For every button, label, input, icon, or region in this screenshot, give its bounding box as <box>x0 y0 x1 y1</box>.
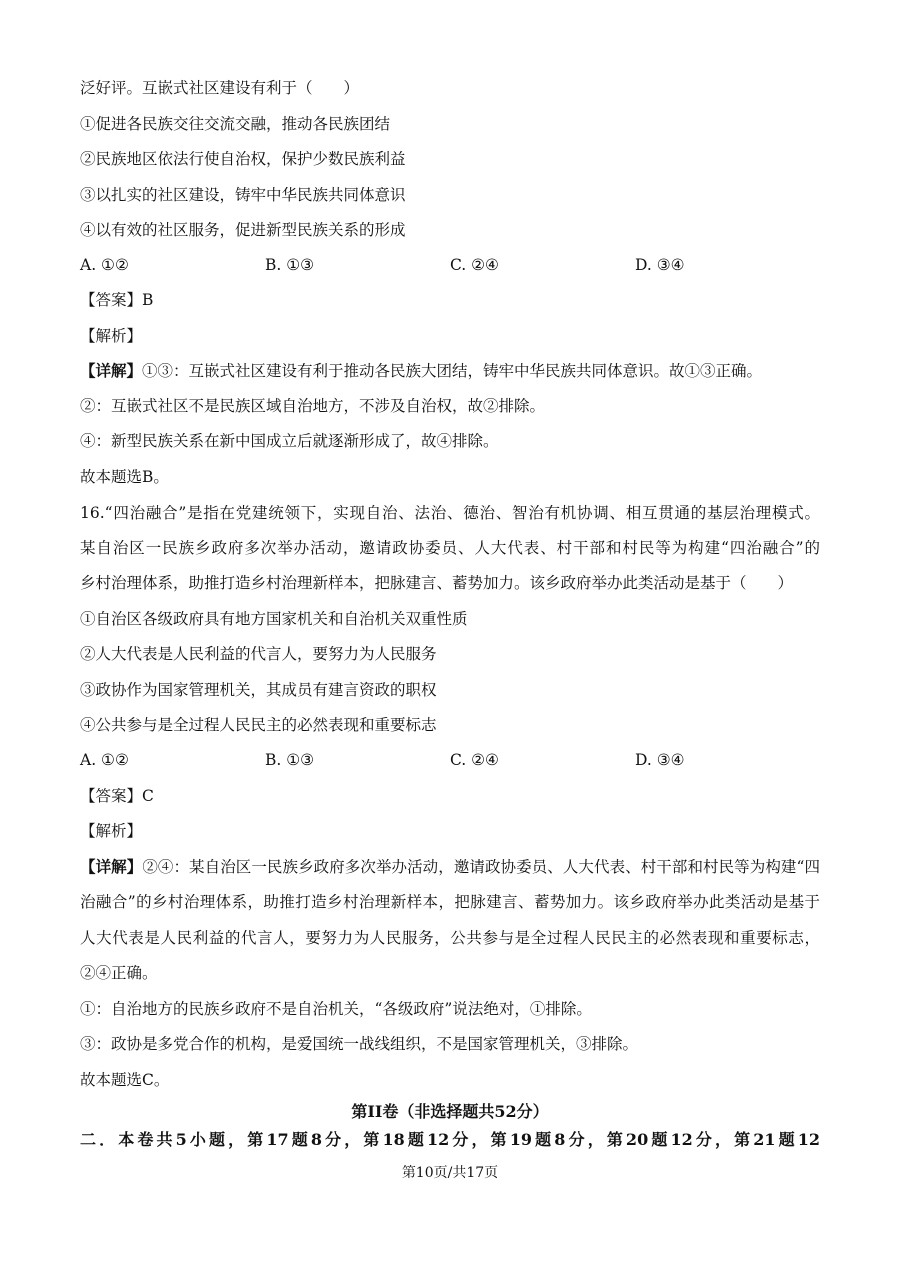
q16-option-d: D. ③④ <box>635 751 685 769</box>
q15-option-a: A. ①② <box>80 256 129 274</box>
q16-options <box>80 750 820 770</box>
q16-stem-3: 乡村治理体系，助推打造乡村治理新样本，把脉建言、蓄势加力。该乡政府举办此类活动是基于（ ） <box>80 574 794 592</box>
q16-stem-2: 某自治区一民族乡政府多次举办活动，邀请政协委员、人大代表、村干部和村民等为构建“四治融合”的 <box>80 539 820 557</box>
page-number: 第10页/共17页 <box>401 1165 499 1181</box>
q15-detail-text: ①③：互嵌式社区建设有利于推动各民族大团结，铸牢中华民族共同体意识。故①③正确。 <box>142 362 763 380</box>
q15-detail-label: 【详解】 <box>80 361 143 380</box>
q16-statement-2: ②人大代表是人民利益的代言人，要努力为人民服务 <box>80 645 437 663</box>
q16-detail-5: ①：自治地方的民族乡政府不是自治机关，“各级政府”说法绝对，①排除。 <box>80 1000 592 1018</box>
q16-detail-3: 人大代表是人民利益的代言人，要努力为人民服务，公共参与是全过程人民民主的必然表现和重要标志， <box>80 929 820 947</box>
q16-option-b: B. ①③ <box>265 751 315 769</box>
q15-statement-3: ③以扎实的社区建设，铸牢中华民族共同体意识 <box>80 186 406 204</box>
q15-stem: 泛好评。互嵌式社区建设有利于（ ） <box>80 79 360 97</box>
q16-detail-1 <box>80 857 820 877</box>
q15-option-b: B. ①③ <box>265 256 315 274</box>
q15-answer: 【答案】B <box>80 291 154 309</box>
q16-statement-4: ④公共参与是全过程人民民主的必然表现和重要标志 <box>80 716 437 734</box>
q15-analysis-label: 【解析】 <box>80 327 143 345</box>
q15-detail-3: ④：新型民族关系在新中国成立后就逐渐形成了，故④排除。 <box>80 432 499 450</box>
q16-detail-6: ③：政协是多党合作的机构，是爱国统一战线组织，不是国家管理机关，③排除。 <box>80 1035 639 1053</box>
q16-detail-text: ②④：某自治区一民族乡政府多次举办活动，邀请政协委员、人大代表、村干部和村民等为构建“四 <box>142 858 820 876</box>
q16-stem-1: 16.“四治融合”是指在党建统领下，实现自治、法治、德治、智治有机协调、相互贯通的基层治理模式。 <box>80 504 820 522</box>
section-title: 第II卷（非选择题共52分） <box>351 1102 549 1121</box>
q15-statement-2: ②民族地区依法行使自治权，保护少数民族利益 <box>80 150 406 168</box>
q15-detail-1 <box>80 361 820 381</box>
q15-options <box>80 255 820 275</box>
q16-option-c: C. ②④ <box>450 751 499 769</box>
q16-analysis-label: 【解析】 <box>80 822 143 840</box>
q16-statement-1: ①自治区各级政府具有地方国家机关和自治机关双重性质 <box>80 610 468 628</box>
q16-detail-2: 治融合”的乡村治理体系，助推打造乡村治理新样本，把脉建言、蓄势加力。该乡政府举办此类活动是基于 <box>80 893 820 911</box>
q16-detail-label: 【详解】 <box>80 857 143 876</box>
q16-option-a: A. ①② <box>80 751 129 769</box>
q15-statement-4: ④以有效的社区服务，促进新型民族关系的形成 <box>80 221 406 239</box>
q15-statement-1: ①促进各民族交往交流交融，推动各民族团结 <box>80 115 391 133</box>
q16-detail-4: ②④正确。 <box>80 964 158 982</box>
q15-option-c: C. ②④ <box>450 256 499 274</box>
q16-answer: 【答案】C <box>80 787 154 805</box>
q16-conclusion: 故本题选C。 <box>80 1071 170 1089</box>
q15-conclusion: 故本题选B。 <box>80 468 169 486</box>
q16-statement-3: ③政协作为国家管理机关，其成员有建言资政的职权 <box>80 681 437 699</box>
section-instruction: 二．本卷共5小题，第17题8分，第18题12分，第19题8分，第20题12分，第21题12 <box>80 1130 820 1149</box>
q15-detail-2: ②：互嵌式社区不是民族区域自治地方，不涉及自治权，故②排除。 <box>80 397 546 415</box>
q15-option-d: D. ③④ <box>635 256 685 274</box>
